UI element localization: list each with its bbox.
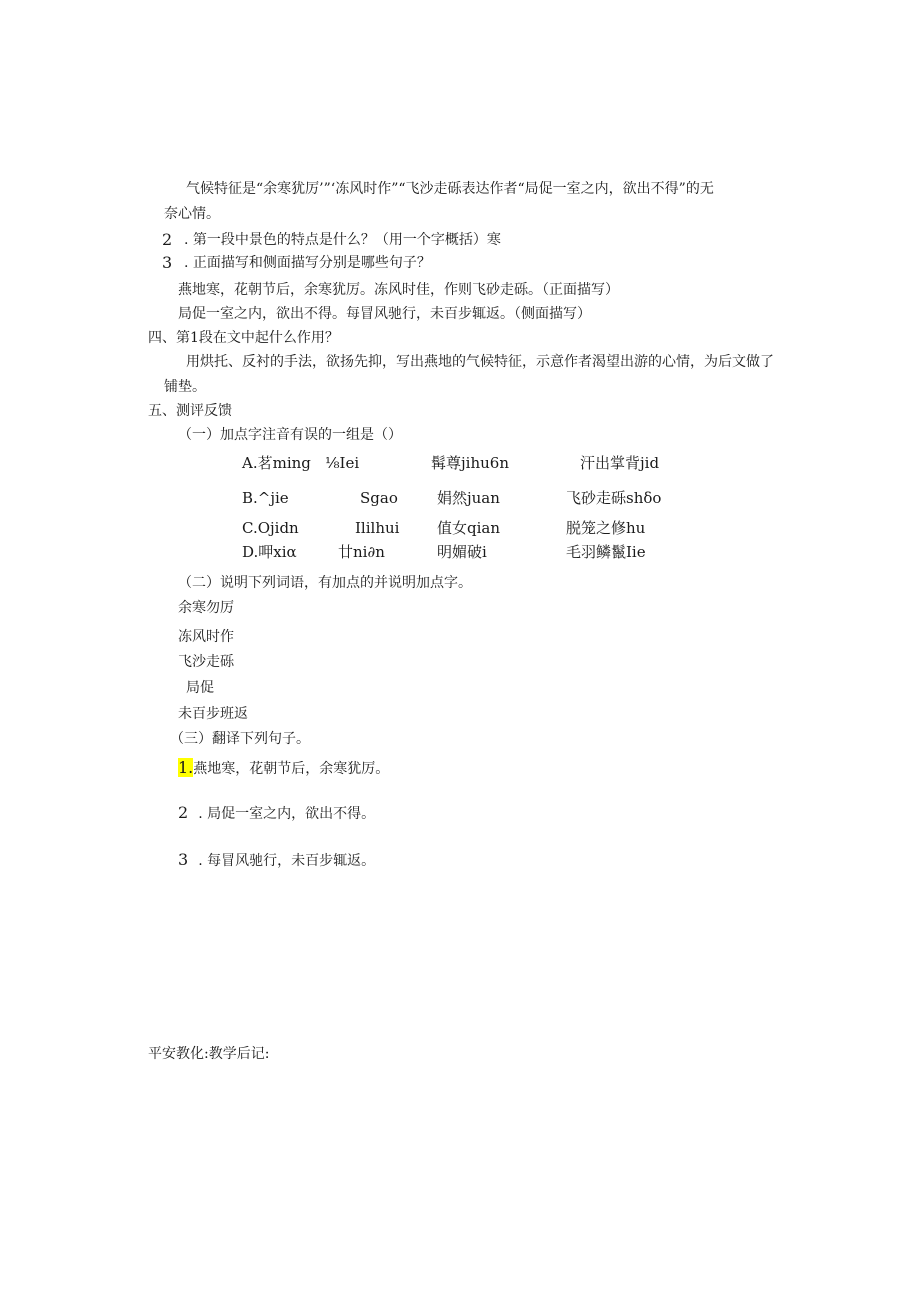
section4-answer-line1: 用烘托、反衬的手法，欲扬先抑，写出燕地的气候特征，示意作者渴望出游的心情，为后文做了 [186,354,774,370]
option-c-label: C.Ojidn [242,519,299,537]
option-a-item2: ⅛Iei [325,454,360,472]
sentence-number: 2 [178,803,189,822]
footer-note: 平安教化:教学后记: [148,1046,270,1062]
section5-title: 五、测评反馈 [148,403,232,419]
option-c-item2: Ililhui [355,519,400,537]
option-a-item3: 髯尊jihu6n [431,454,509,472]
q3-number: 3 [162,253,173,272]
option-a-label: A.茗ming [242,454,311,472]
sentence-text: . 每冒风驰行，未百步辄返。 [198,853,376,869]
part2-term: 飞沙走砾 [178,654,234,670]
sentence-item [178,758,389,779]
option-d-item2: 廿ni∂n [338,543,385,561]
option-b-item4: 飞砂走砾shδo [566,489,662,507]
para1-line1: 气候特征是“余寒犹厉’”‘冻风时作”“飞沙走砾表达作者“局促一室之内，欲出不得”的无 [186,181,714,197]
option-b-item2: Sgao [360,489,398,507]
q3-answer-side: 局促一室之内，欲出不得。每冒风驰行，未百步辄返。（侧面描写） [178,306,591,322]
part2-term: 局促 [186,680,214,696]
q3-text: . 正面描写和侧面描写分别是哪些句子？ [184,255,431,271]
option-c-item4: 脱笼之修hu [566,519,646,537]
option-d-label: D.呷xiα [242,543,297,561]
option-c-item3: 值女qian [437,519,501,537]
sentence-text: 燕地寒，花朝节后，余寒犹厉。 [193,761,390,777]
option-d-item4: 毛羽鳞鬣Iie [566,543,646,561]
option-a-item4: 汗出掌背jid [580,454,660,472]
option-b-item3: 娟然juan [437,489,500,507]
section4-answer-line2: 铺垫。 [164,379,206,395]
sentence-number-highlight: 1. [178,758,194,777]
para1-line2: 奈心情。 [164,206,220,222]
sentence-item [178,850,375,871]
part3-title: （三）翻译下列句子。 [170,731,310,747]
part2-title: （二）说明下列词语，有加点的并说明加点字。 [178,575,472,591]
sentence-item [178,803,375,824]
q2-text: . 第一段中景色的特点是什么？（用一个字概括）寒 [184,232,501,248]
option-d-item3: 明媚破i [437,543,487,561]
section4-title: 四、第1段在文中起什么作用？ [148,330,339,346]
sentence-text: . 局促一室之内，欲出不得。 [198,806,376,822]
sentence-number: 3 [178,850,189,869]
option-b-label: B.^jie [242,489,289,507]
part2-term: 余寒勿厉 [178,600,234,616]
q2-number: 2 [162,230,173,249]
q3-answer-front: 燕地寒，花朝节后，余寒犹厉。冻风时佳，作则飞砂走砾。（正面描写） [178,282,619,298]
part2-term: 冻风时作 [178,629,234,645]
part2-term: 未百步班返 [178,706,248,722]
part1-title: （一）加点字注音有误的一组是（） [178,427,402,443]
